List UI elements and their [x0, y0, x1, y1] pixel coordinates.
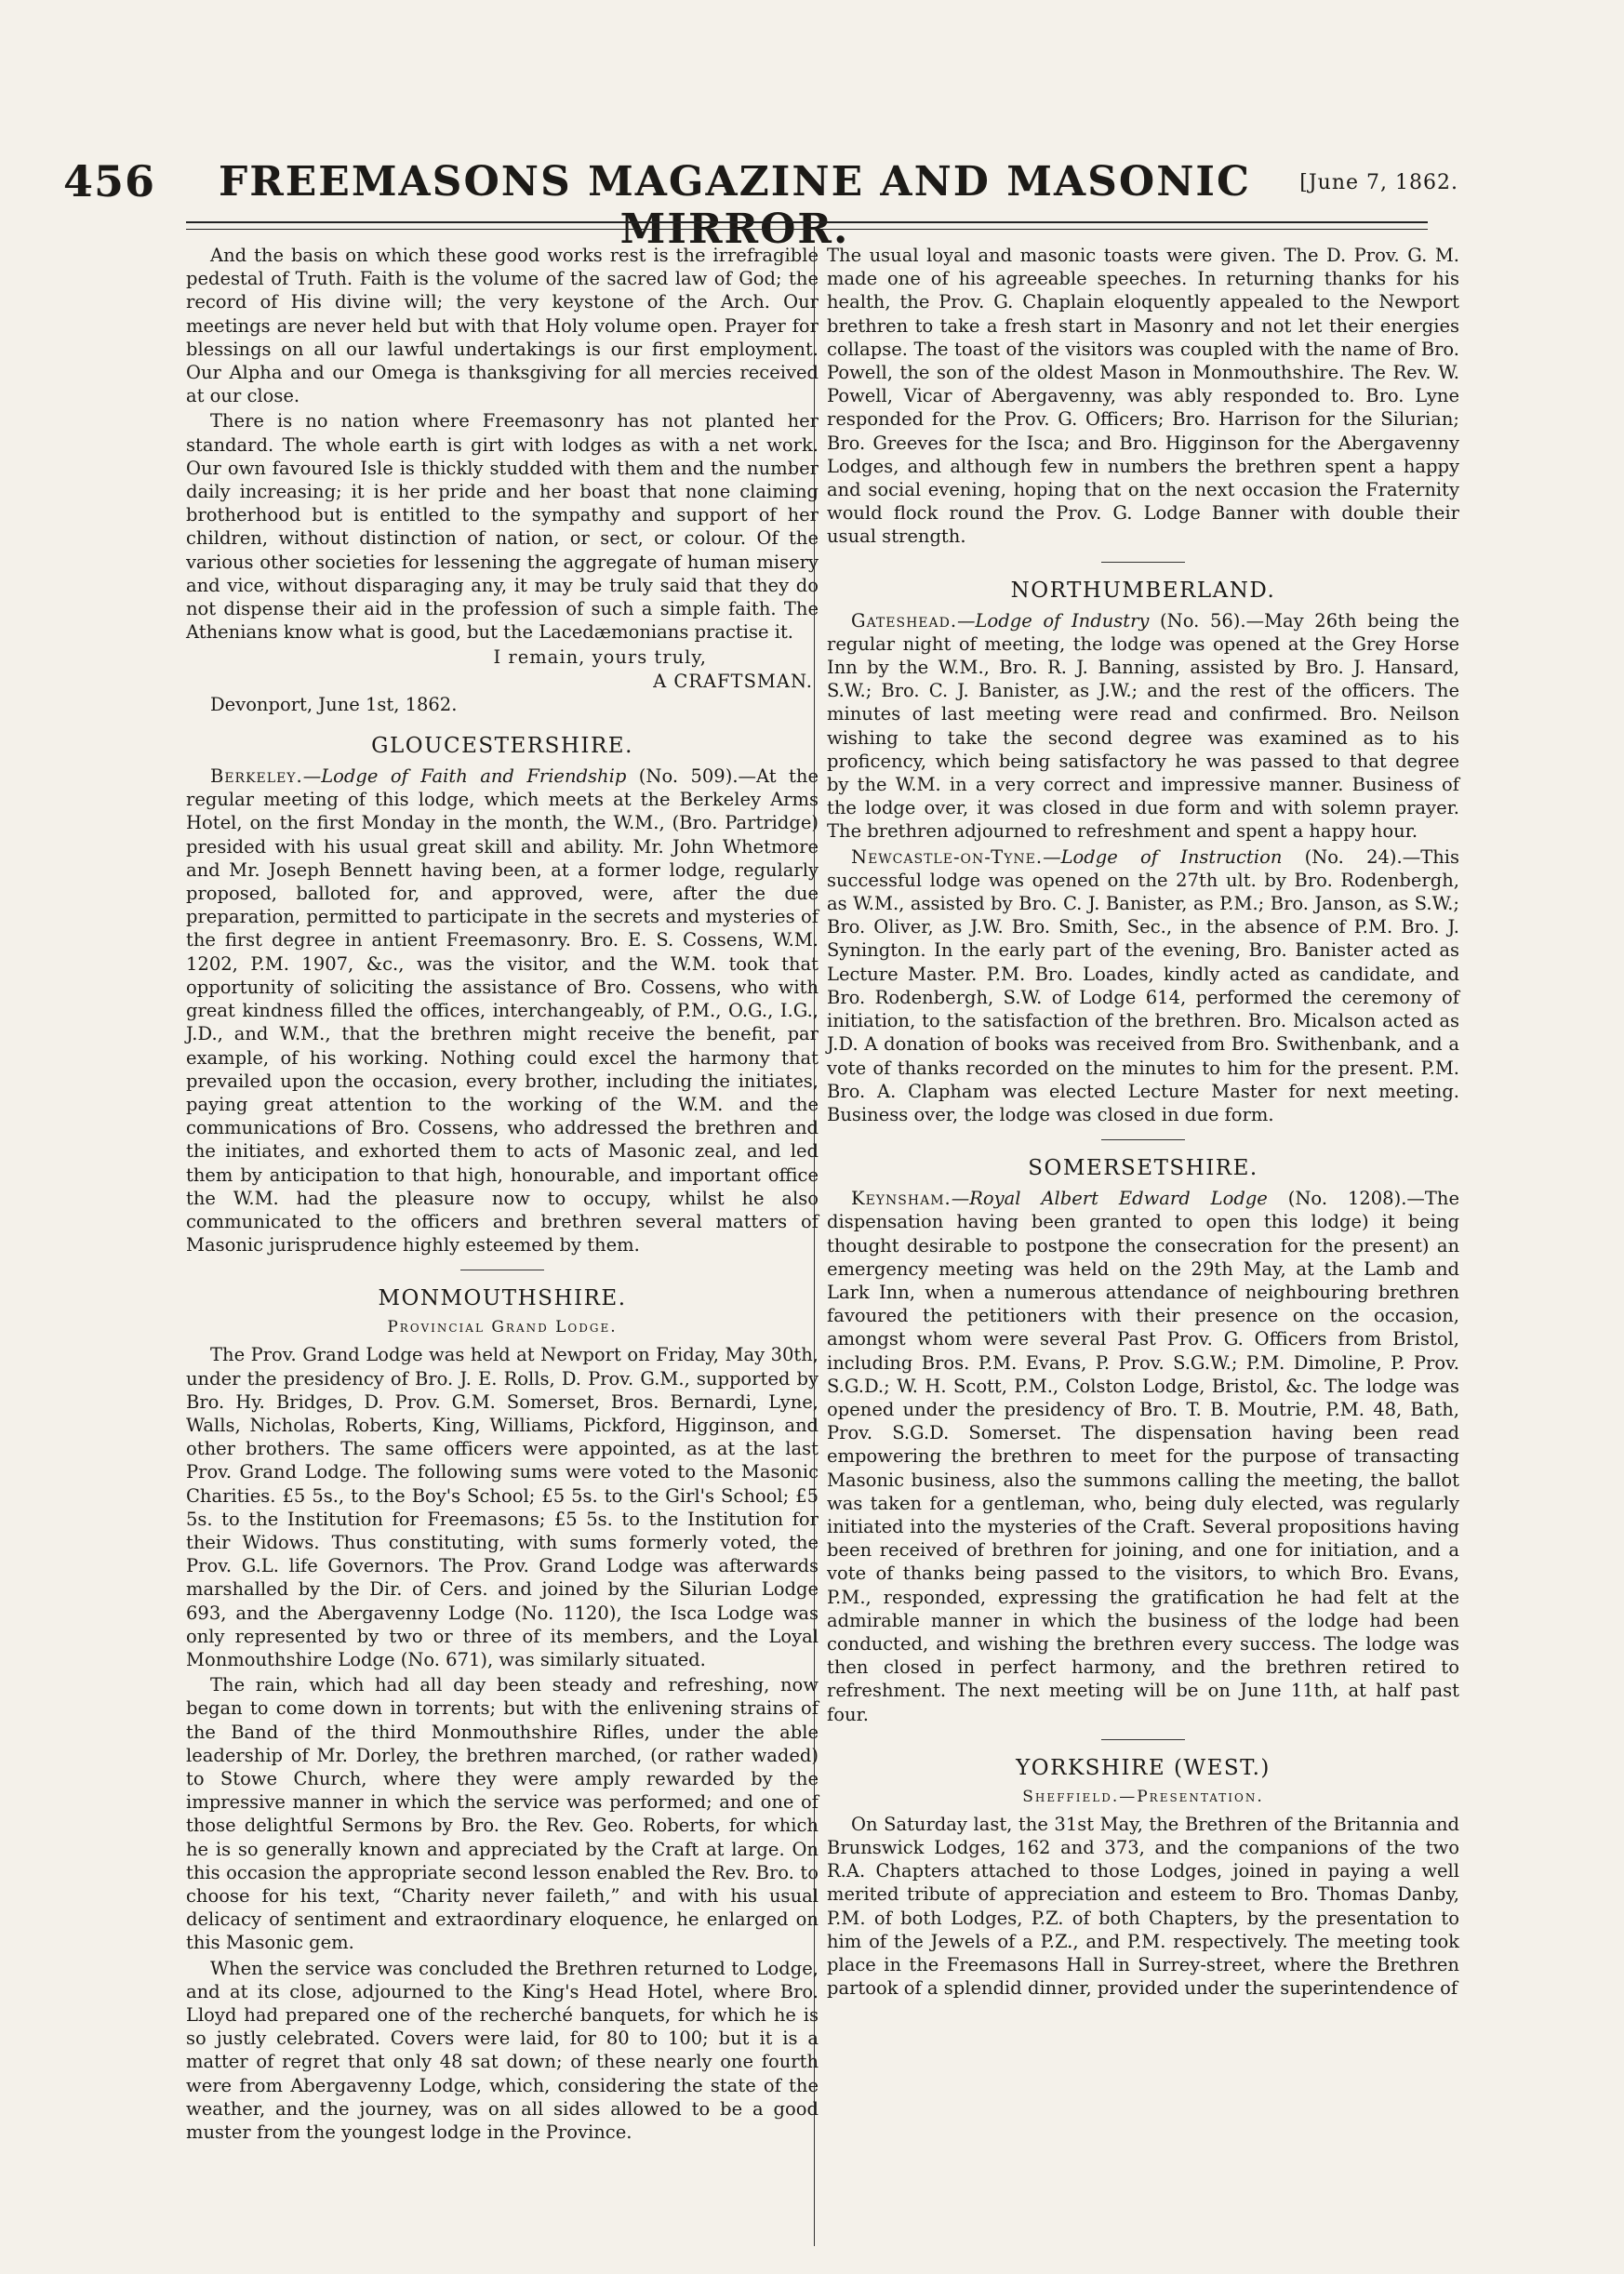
section-heading: NORTHUMBERLAND. [1010, 578, 1276, 603]
section-heading: MONMOUTHSHIRE. [378, 1286, 627, 1311]
section-subheading: Sheffield.—Presentation. [1022, 1787, 1264, 1806]
report-paragraph [827, 1187, 1459, 1726]
letter-paragraph: And the basis on which these good works rest is the irrefragible pedestal of Truth. Faith is the volume of the sacred law of God; the record of His divine will; the very keystone of the Arch. Our meetings are never held but with that Holy volume open. Prayer for blessings on all our lawful undertakings is our first employment. Our Alpha and our Omega is thanksgiving for all mercies received at our close. [186, 245, 819, 407]
lodge-name: —Lodge of Industry [957, 609, 1150, 632]
right-column [827, 244, 1459, 2001]
letter-section [186, 244, 819, 716]
lodge-name: —Royal Albert Edward Lodge [951, 1188, 1268, 1210]
letter-paragraph: There is no nation where Freemasonry has not planted her standard. The whole earth is girt with lodges as with a net work. Our own favoured Isle is thickly studded with them and the number daily increasing; it is her pride and her boast that none claiming brotherhood but is entitled to the sympathy and support of her children, without distinction of nation, or sect, or colour. Of the various other societies for lessening the aggregate of human misery and vice, without disparaging any, it may be truly said that they do not dispense their aid in the profession of such a simple faith. The Athenians know what is good, but the Lacedæmonians practise it. [186, 410, 819, 644]
section-heading: YORKSHIRE (WEST.) [1016, 1755, 1271, 1780]
section-heading: GLOUCESTERSHIRE. [371, 734, 633, 759]
masthead-title: FREEMASONS MAGAZINE AND MASONIC MIRROR. [218, 158, 1252, 253]
report-paragraph [186, 765, 819, 1257]
lodge-name: —Lodge of Faith and Friendship [302, 765, 627, 788]
letter-closing: I remain, yours truly, [493, 646, 707, 669]
report-place: Gateshead. [851, 609, 958, 632]
northumberland-section [827, 578, 1459, 1140]
report-body: (No. 1208).—The dispensation having been granted to open this lodge) it being thought desirable to postpone the consecration for the present) an emergency meeting was held on the 29th May, at the Lamb and Lark Inn, when a numerous attendance of neighbouring brethren favoured the petitioners with their presence on the occasion, amongst whom were several Past Prov. G. Officers from Bristol, including Bros. P.M. Evans, P. Prov. S.G.W.; P.M. Dimoline, P. Prov. S.G.D.; W. H. Scott, P.M., Colston Lodge, Bristol, &c. The lodge was opened under the presidency of Bro. T. B. Moutrie, P.M. 48, Bath, Prov. S.G.D. Somerset. The dispensation having been read empowering the brethren to meet for the purpose of transacting Masonic business, also the summons calling the meeting, the ballot was taken for a gentleman, who, being duly elected, was regularly initiated into the mysteries of the Craft. Several propositions having been received of brethren for joining, and one for initiation, and a vote of thanks being passed to the visitors, to which Bro. Evans, P.M., responded, expressing the gratification he had felt at the admirable manner in which the business of the lodge had been conducted, and wishing the brethren every success. The lodge was then closed in perfect harmony, and the brethren retired to refreshment. The next meeting will be on June 11th, at half past four. [827, 1188, 1459, 1725]
letter-signature: A CRAFTSMAN. [653, 670, 813, 692]
report-paragraph: The rain, which had all day been steady and refreshing, now began to come down in torrents; but with the enlivening strains of the Band of the third Monmouthshire Rifles, under the able leadership of Mr. Dorley, the brethren marched, (or rather waded) to Stowe Church, where they were amply rewarded by the impressive manner in which the service was performed; and one of those delightful Sermons by Bro. the Rev. Geo. Roberts, for which he is so generally known and appreciated by the Craft at large. On this occasion the appropriate second lesson enabled the Rev. Bro. to choose for his text, “Charity never faileth,” and with his usual delicacy of sentiment and extraordinary eloquence, he enlarged on this Masonic gem. [186, 1674, 819, 1954]
section-separator [1101, 562, 1185, 563]
header-rule-thin [186, 229, 1428, 230]
page-header [63, 156, 1458, 253]
gloucestershire-section [186, 733, 819, 1270]
report-body: (No. 24).—This successful lodge was opened on the 27th ult. by Bro. Rodenbergh, as W.M., assisted by Bro. C. J. Banister, as P.M.; Bro. Janson, as S.W.; Bro. Oliver, as J.W. Bro. Smith, Sec., in the absence of P.M. Bro. J. Synington. In the early part of the evening, Bro. Banister acted as Lecture Master. P.M. Bro. Loades, kindly acted as candidate, and Bro. Rodenbergh, S.W. of Lodge 614, performed the ceremony of initiation, to the satisfaction of the brethren. Bro. Micalson acted as J.D. A donation of books was received from Bro. Swithenbank, and a vote of thanks recorded on the minutes to him for the present. P.M. Bro. A. Clapham was elected Lecture Master for next meeting. Business over, the lodge was closed in due form. [827, 845, 1459, 1125]
header-rule-thick [186, 221, 1428, 223]
report-place: Newcastle-on-Tyne. [851, 845, 1044, 868]
report-paragraph: The usual loyal and masonic toasts were given. The D. Prov. G. M. made one of his agreeable speeches. In returning thanks for his health, the Prov. G. Chaplain eloquently appealed to the Newport brethren to take a fresh start in Masonry and not let their energies collapse. The toast of the visitors was coupled with the name of Bro. Powell, the son of the oldest Mason in Monmouthshire. The Rev. W. Powell, Vicar of Abergavenny, was ably responded to. Bro. Lyne responded for the Prov. G. Officers; Bro. Harrison for the Silurian; Bro. Greeves for the Isca; and Bro. Higginson for the Abergavenny Lodges, and although few in numbers the brethren spent a happy and social evening, hoping that on the next occasion the Fraternity would flock round the Prov. G. Lodge Banner with double their usual strength. [827, 245, 1459, 548]
section-subheading: Provincial Grand Lodge. [387, 1318, 618, 1337]
report-place: Keynsham. [851, 1188, 952, 1210]
report-paragraph [827, 609, 1459, 844]
section-separator [1101, 1739, 1185, 1740]
monmouthshire-section [186, 1285, 819, 2144]
report-paragraph: On Saturday last, the 31st May, the Brethren of the Britannia and Brunswick Lodges, 162 and 373, and the companions of the two R.A. Chapters attached to those Lodges, joined in paying a well merited tribute of appreciation and esteem to Bro. Thomas Danby, P.M. of both Lodges, P.Z. of both Chapters, by the presentation to him of the Jewels of a P.Z., and P.M. respectively. The meeting took place in the Freemasons Hall in Surrey-street, where the Brethren partook of a splendid dinner, provided under the superintendence of [827, 1813, 1459, 2000]
report-place: Berkeley. [210, 765, 303, 788]
issue-date: [June 7, 1862. [1299, 171, 1458, 194]
report-body: (No. 56).—May 26th being the regular night of meeting, the lodge was opened at the Grey Horse Inn by the W.M., Bro. R. J. Banning, assisted by Bro. J. Hansard, S.W.; Bro. C. J. Banister, as J.W.; and the rest of the officers. The minutes of last meeting were read and confirmed. Bro. Neilson wishing to take the second degree was examined as to his proficency, which being satisfactory he was passed to that degree by the W.M. in a very correct and impressive manner. Business of the lodge over, it was closed in due form and with solemn prayer. The brethren adjourned to refreshment and spent a happy hour. [827, 609, 1459, 843]
somersetshire-section [827, 1155, 1459, 1740]
lodge-name: —Lodge of Instruction [1043, 845, 1283, 868]
report-paragraph [827, 845, 1459, 1126]
report-body: (No. 509).—At the regular meeting of this lodge, which meets at the Berkeley Arms Hotel, on the first Monday in the month, the W.M., (Bro. Partridge) presided with his usual great skill and ability. Mr. John Whetmore and Mr. Joseph Bennett having been, at a former lodge, regularly proposed, balloted for, and approved, were, after the due preparation, permitted to participate in the secrets and mysteries of the first degree in antient Freemasonry. Bro. E. S. Cossens, W.M. 1202, P.M. 1907, &c., was the visitor, and the W.M. took that opportunity of soliciting the assistance of Bro. Cossens, who with great kindness filled the offices, interchangeably, of P.M., O.G., I.G., J.D., and W.M., that the brethren might receive the benefit, par example, of his working. Nothing could excel the harmony that prevailed upon the occasion, every brother, including the initiates, paying great attention to the working of the W.M. and the communications of Bro. Cossens, who addressed the brethren and the initiates, and exhorted them to acts of Masonic zeal, and led them by anticipation to that high, honourable, and important office the W.M. had the pleasure now to occupy, whilst he also communicated to the officers and brethren several matters of Masonic jurisprudence highly esteemed by them. [186, 765, 819, 1257]
left-column [186, 244, 819, 2146]
section-heading: SOMERSETSHIRE. [1028, 1156, 1258, 1181]
report-paragraph: When the service was concluded the Brethren returned to Lodge, and at its close, adjourned to the King's Head Hotel, where Bro. Lloyd had prepared one of the recherché banquets, for which he is so justly celebrated. Covers were laid, for 80 to 100; but it is a matter of regret that only 48 sat down; of these nearly one fourth were from Abergavenny Lodge, which, considering the state of the weather, and the journey, was on all sides allowed to be a good muster from the youngest lodge in the Province. [186, 1957, 819, 2144]
report-paragraph: The Prov. Grand Lodge was held at Newport on Friday, May 30th, under the presidency of Bro. J. E. Rolls, D. Prov. G.M., supported by Bro. Hy. Bridges, D. Prov. G.M. Somerset, Bros. Bernardi, Lyne, Walls, Nicholas, Roberts, King, Williams, Pickford, Higginson, and other brothers. The same officers were appointed, as at the last Prov. Grand Lodge. The following sums were voted to the Masonic Charities. £5 5s., to the Boy's School; £5 5s. to the Girl's School; £5 5s. to the Institution for Freemasons; £5 5s. to the Institution for their Widows. Thus constituting, with sums formerly voted, the Prov. G.L. life Governors. The Prov. Grand Lodge was afterwards marshalled by the Dir. of Cers. and joined by the Silurian Lodge 693, and the Abergavenny Lodge (No. 1120), the Isca Lodge was only represented by two or three of its members, and the Loyal Monmouthshire Lodge (No. 671), was similarly situated. [186, 1344, 819, 1670]
section-separator [1101, 1139, 1185, 1140]
letter-place-date: Devonport, June 1st, 1862. [210, 693, 458, 715]
yorkshire-section [827, 1755, 1459, 2001]
page-number: 456 [63, 156, 156, 206]
